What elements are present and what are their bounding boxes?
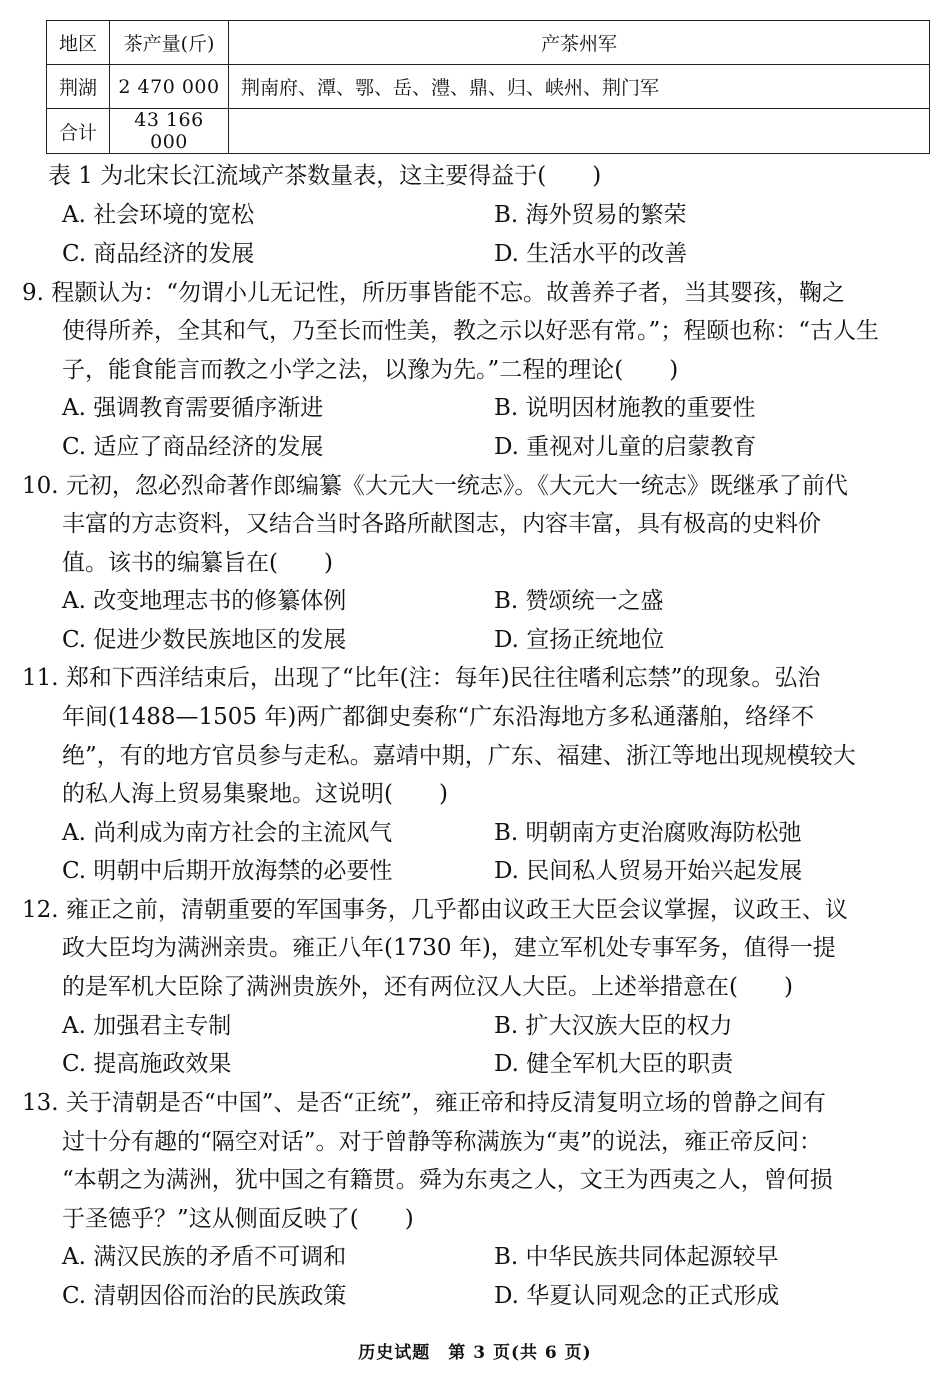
q8-option-d: D. 生活水平的改善 <box>494 241 688 267</box>
q13-stem-line: “本朝之为满洲，犹中国之有籍贯。舜为东夷之人，文王为西夷之人，曾何损 <box>62 1167 833 1193</box>
q10-stem-line: 丰富的方志资料，又结合当时各路所献图志，内容丰富，具有极高的史料价 <box>62 511 821 537</box>
page-footer: 历史试题 第 3 页(共 6 页) <box>358 1343 592 1363</box>
q11-stem-line: 绝”，有的地方官员参与走私。嘉靖中期，广东、福建、浙江等地出现规模较大 <box>62 743 856 769</box>
table-cell: 2 470 000 <box>110 65 229 109</box>
q12-option-d: D. 健全军机大臣的职责 <box>494 1051 734 1077</box>
q9-stem-line: 使得所养，全其和气，乃至长而性美，教之示以好恶有常。”；程颐也称：“古人生 <box>62 318 880 344</box>
tea-production-table <box>46 20 930 154</box>
q9-option-a: A. 强调教育需要循序渐进 <box>62 395 324 421</box>
q12-option-b: B. 扩大汉族大臣的权力 <box>494 1013 733 1039</box>
q10-stem-line: 值。该书的编纂旨在( ) <box>62 550 333 576</box>
q9-stem-line: 子，能食能言而教之小学之法，以豫为先。”二程的理论( ) <box>62 357 679 383</box>
q8-option-a: A. 社会环境的宽松 <box>62 202 255 228</box>
q10-option-c: C. 促进少数民族地区的发展 <box>62 627 347 653</box>
q12-stem-line: 政大臣均为满洲亲贵。雍正八年(1730 年)，建立军机处专事军务，值得一提 <box>62 935 836 961</box>
q11-option-d: D. 民间私人贸易开始兴起发展 <box>494 858 803 884</box>
q11-option-a: A. 尚利成为南方社会的主流风气 <box>62 820 393 846</box>
q8-stem: 表 1 为北宋长江流域产茶数量表，这主要得益于( ) <box>48 163 602 189</box>
q8-option-c: C. 商品经济的发展 <box>62 241 255 267</box>
q13-stem-line: 13. 关于清朝是否“中国”、是否“正统”，雍正帝和持反清复明立场的曾静之间有 <box>22 1090 826 1116</box>
q12-stem-line: 的是军机大臣除了满洲贵族外，还有两位汉人大臣。上述举措意在( ) <box>62 974 793 1000</box>
q13-option-b: B. 中华民族共同体起源较早 <box>494 1244 779 1270</box>
table-header-row <box>47 21 930 65</box>
header-prefectures: 产茶州军 <box>229 21 930 65</box>
q10-option-a: A. 改变地理志书的修纂体例 <box>62 588 347 614</box>
table-row <box>47 109 930 154</box>
q12-stem-line: 12. 雍正之前，清朝重要的军国事务，几乎都由议政王大臣会议掌握，议政王、议 <box>22 897 848 923</box>
q13-option-c: C. 清朝因俗而治的民族政策 <box>62 1283 347 1309</box>
table-row <box>47 65 930 109</box>
q13-option-d: D. 华夏认同观念的正式形成 <box>494 1283 780 1309</box>
q12-option-a: A. 加强君主专制 <box>62 1013 232 1039</box>
q11-stem-line: 的私人海上贸易集聚地。这说明( ) <box>62 781 448 807</box>
table-cell <box>229 109 930 154</box>
table-cell: 荆湖 <box>47 65 110 109</box>
header-region: 地区 <box>47 21 110 65</box>
q12-option-c: C. 提高施政效果 <box>62 1051 232 1077</box>
q10-option-d: D. 宣扬正统地位 <box>494 627 665 653</box>
q11-stem-line: 年间(1488—1505 年)两广都御史奏称“广东沿海地方多私通藩舶，络绎不 <box>62 704 815 730</box>
q11-stem-line: 11. 郑和下西洋结束后，出现了“比年(注：每年)民往往嗜利忘禁”的现象。弘治 <box>22 665 821 691</box>
q11-option-b: B. 明朝南方吏治腐败海防松弛 <box>494 820 802 846</box>
table-cell: 43 166 000 <box>110 109 229 154</box>
q13-stem-line: 于圣德乎？”这从侧面反映了( ) <box>62 1206 414 1232</box>
q9-option-b: B. 说明因材施教的重要性 <box>494 395 756 421</box>
q11-option-c: C. 明朝中后期开放海禁的必要性 <box>62 858 393 884</box>
q10-stem-line: 10. 元初，忽必烈命著作郎编纂《大元大一统志》。《大元大一统志》既继承了前代 <box>22 473 848 499</box>
table-cell: 荆南府、潭、鄂、岳、澧、鼎、归、峡州、荆门军 <box>229 65 930 109</box>
q9-option-c: C. 适应了商品经济的发展 <box>62 434 324 460</box>
header-tea-output: 茶产量(斤) <box>110 21 229 65</box>
table-cell: 合计 <box>47 109 110 154</box>
q13-option-a: A. 满汉民族的矛盾不可调和 <box>62 1244 347 1270</box>
q10-option-b: B. 赞颂统一之盛 <box>494 588 664 614</box>
q9-stem-line: 9. 程颢认为：“勿谓小儿无记性，所历事皆能不忘。故善养子者，当其婴孩，鞠之 <box>22 280 846 306</box>
q8-option-b: B. 海外贸易的繁荣 <box>494 202 687 228</box>
q13-stem-line: 过十分有趣的“隔空对话”。对于曾静等称满族为“夷”的说法，雍正帝反问： <box>62 1129 823 1155</box>
q9-option-d: D. 重视对儿童的启蒙教育 <box>494 434 757 460</box>
